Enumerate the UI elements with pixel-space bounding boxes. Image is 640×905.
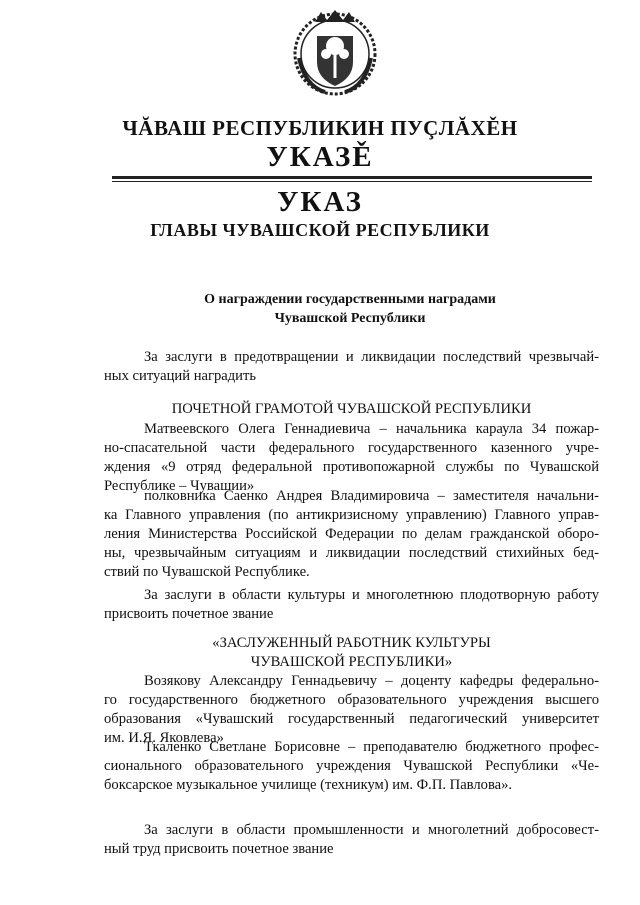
- text-line: ждения «9 отряд федеральной противопожарной службы по Чувашской: [104, 459, 599, 475]
- paragraph-vozyakov: [104, 672, 599, 748]
- russian-decree-title: УКАЗ: [277, 186, 363, 218]
- chuvash-decree-title: УКАЗĚ: [266, 141, 374, 173]
- text-line: но-спасательной части федерального государственного казенного учре-: [104, 440, 599, 456]
- text-line: ных ситуаций наградить: [104, 368, 257, 384]
- text-line: полковника Саенко Андрея Владимировича – заместителя начальни-: [144, 488, 599, 504]
- paragraph-matveevsky: [104, 420, 599, 496]
- paragraph-tkalenko: [104, 738, 599, 795]
- text-line: ствий по Чувашской Республике.: [104, 564, 310, 580]
- text-line: Матвеевского Олега Геннадиевича – начальника караула 34 пожар-: [144, 421, 599, 437]
- text-line: ка Главного управления (по антикризисному управлению) Главного управ-: [104, 507, 599, 523]
- header-divider-thick: [112, 176, 592, 179]
- text-line: го государственного бюджетного образовательного учреждения высшего: [104, 692, 599, 708]
- text-line: боксарское музыкальное училище (техникум) им. Ф.П. Павлова».: [104, 777, 513, 793]
- text-line: им. И.Я. Яковлева»: [104, 730, 224, 746]
- paragraph-culture-intro: [104, 586, 599, 624]
- paragraph-industry-intro: [104, 821, 599, 859]
- text-line: Республике – Чувашии»: [104, 478, 255, 494]
- document-title: [120, 290, 580, 328]
- paragraph-saenko: [104, 487, 599, 582]
- document-title-line: Чувашской Республики: [274, 311, 426, 326]
- text-line: присвоить почетное звание: [104, 606, 274, 622]
- text-line: ПОЧЕТНОЙ ГРАМОТОЙ ЧУВАШСКОЙ РЕСПУБЛИКИ: [171, 401, 532, 417]
- text-line: За заслуги в области промышленности и многолетний добросовест-: [144, 822, 599, 838]
- text-line: ны, чрезвычайным ситуациям и ликвидации последствий стихийных бед-: [104, 545, 599, 561]
- chuvash-header-line: ЧĂВАШ РЕСПУБЛИКИН ПУÇЛĂХĚН: [122, 116, 518, 140]
- award-culture-heading: [104, 634, 599, 672]
- text-line: Возякову Александру Геннадьевичу – доценту кафедры федерально-: [144, 673, 599, 689]
- text-line: «ЗАСЛУЖЕННЫЙ РАБОТНИК КУЛЬТУРЫ: [212, 635, 491, 651]
- russian-head-line: ГЛАВЫ ЧУВАШСКОЙ РЕСПУБЛИКИ: [150, 220, 490, 240]
- text-line: ный труд присвоить почетное звание: [104, 841, 334, 857]
- text-line: сионального образовательного учреждения Чувашской Республики «Че-: [104, 758, 599, 774]
- header-divider-thin: [112, 181, 592, 182]
- text-line: За заслуги в области культуры и многолетнюю плодотворную работу: [144, 587, 599, 603]
- paragraph-emergency-intro: [104, 348, 599, 386]
- emblem-icon: [285, 8, 385, 100]
- text-line: Ткаленко Светлане Борисовне – преподавателю бюджетного профес-: [144, 739, 599, 755]
- text-line: За заслуги в предотвращении и ликвидации последствий чрезвычай-: [144, 349, 599, 365]
- text-line: ЧУВАШСКОЙ РЕСПУБЛИКИ»: [250, 654, 453, 670]
- text-line: ления Министерства Российской Федерации по делам гражданской оборо-: [104, 526, 599, 542]
- award-certificate-heading: [104, 400, 599, 419]
- document-title-line: О награждении государственными наградами: [204, 292, 496, 307]
- text-line: образования «Чувашский государственный педагогический университет: [104, 711, 599, 727]
